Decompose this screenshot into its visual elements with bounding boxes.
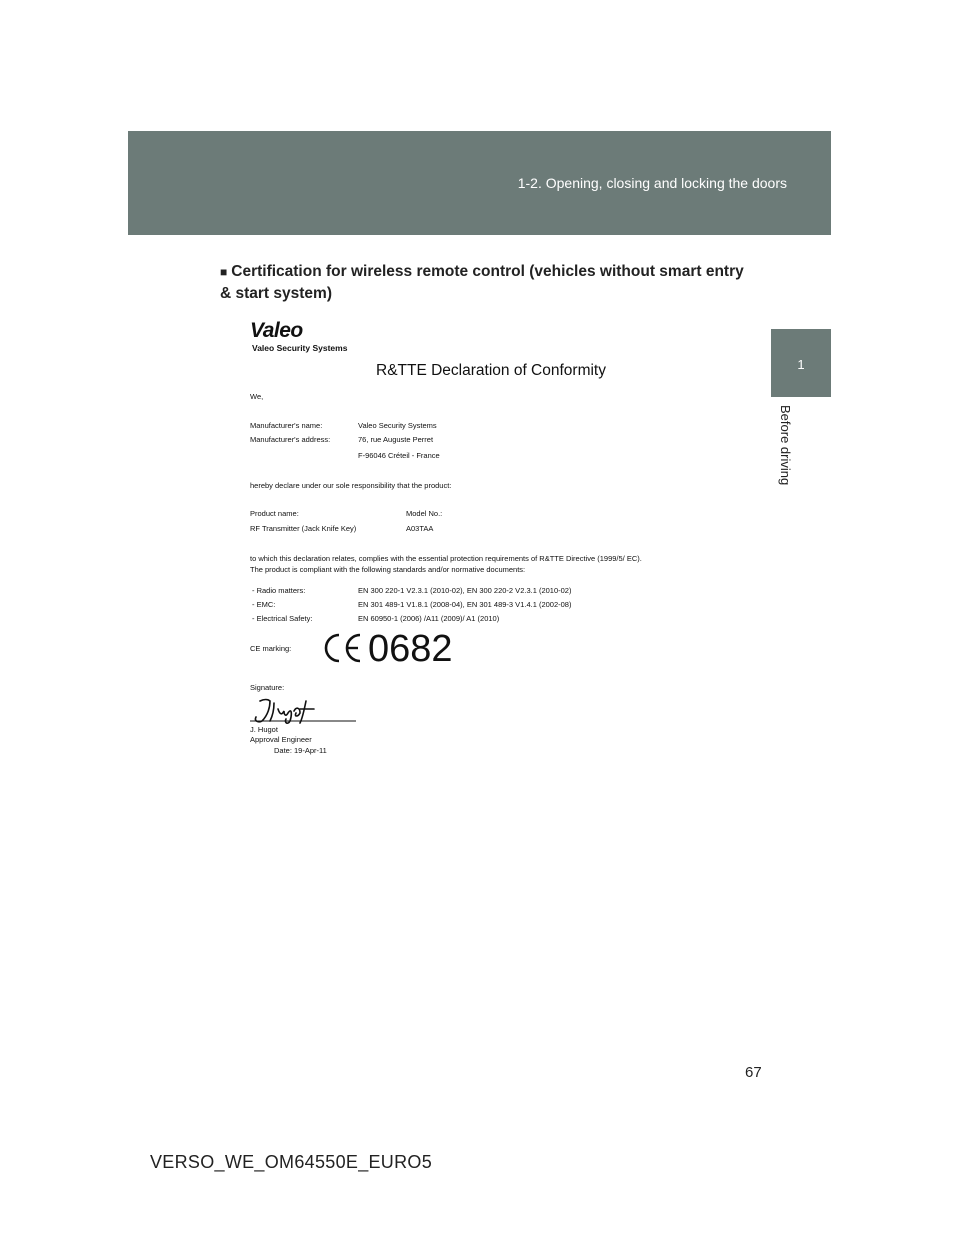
section-heading: [220, 261, 750, 304]
valeo-logo: Valeo: [250, 319, 303, 342]
signature-label: Signature:: [250, 683, 285, 692]
signer-title: Approval Engineer: [250, 735, 312, 744]
manufacturer-address-label: Manufacturer's address:: [250, 435, 331, 444]
certificate-image: [230, 305, 730, 775]
standard-value-emc: EN 301 489-1 V1.8.1 (2008-04), EN 301 489-3 V1.4.1 (2002-08): [358, 600, 572, 609]
signature-date: Date: 19-Apr-11: [274, 746, 327, 755]
valeo-logo-subtitle: Valeo Security Systems: [252, 343, 348, 353]
certificate-title: R&TTE Declaration of Conformity: [376, 362, 606, 379]
handwritten-signature-icon: [248, 697, 358, 725]
standard-value-safety: EN 60950-1 (2006) /A11 (2009)/ A1 (2010): [358, 614, 500, 623]
side-tab-number: 1: [797, 357, 805, 372]
compliance-line-1: to which this declaration relates, complies with the essential protection requirements of R&TTE Directive (1999/5/ EC).: [250, 554, 642, 563]
header-band: [128, 131, 831, 235]
manufacturer-address-line1: 76, rue Auguste Perret: [358, 435, 434, 444]
standard-value-radio: EN 300 220-1 V2.3.1 (2010-02), EN 300 220-2 V2.3.1 (2010-02): [358, 586, 572, 595]
manufacturer-name-value: Valeo Security Systems: [358, 421, 437, 430]
model-no-value: A03TAA: [406, 524, 434, 533]
standard-label-emc: - EMC:: [252, 600, 276, 609]
side-tab: [771, 329, 831, 397]
page-number: 67: [745, 1064, 762, 1081]
manufacturer-address-line2: F-96046 Créteil - France: [358, 451, 440, 460]
signer-name: J. Hugot: [250, 725, 278, 734]
manufacturer-name-label: Manufacturer's name:: [250, 421, 323, 430]
ce-marking-label: CE marking:: [250, 644, 292, 653]
model-no-label: Model No.:: [406, 509, 443, 518]
side-tab-label: Before driving: [778, 405, 793, 486]
product-name-label: Product name:: [250, 509, 299, 518]
header-title: 1-2. Opening, closing and locking the doors: [517, 175, 787, 191]
section-heading-text: Certification for wireless remote control (vehicles without smart entry & start system): [220, 263, 744, 302]
ce-mark-icon: [320, 631, 364, 665]
side-label-wrap: [771, 405, 801, 505]
standard-label-radio: - Radio matters:: [252, 586, 306, 595]
declare-text: hereby declare under our sole responsibility that the product:: [250, 481, 452, 490]
standard-label-safety: - Electrical Safety:: [252, 614, 313, 623]
we-text: We,: [250, 392, 264, 401]
compliance-line-2: The product is compliant with the following standards and/or normative documents:: [250, 565, 526, 574]
product-name-value: RF Transmitter (Jack Knife Key): [250, 524, 357, 533]
ce-notified-body-number: 0682: [368, 628, 453, 670]
square-bullet-icon: ■: [220, 265, 228, 279]
document-code: VERSO_WE_OM64550E_EURO5: [150, 1152, 433, 1172]
